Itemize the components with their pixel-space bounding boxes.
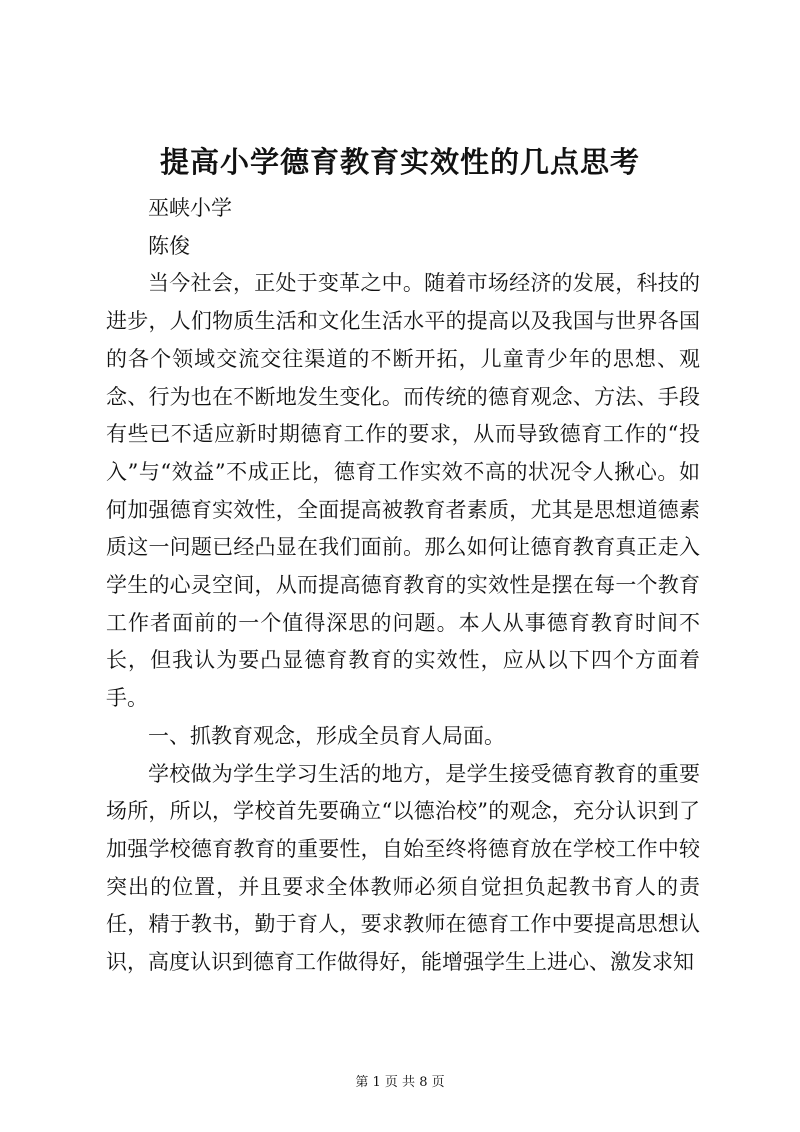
page-title: 提高小学德育教育实效性的几点思考 bbox=[159, 145, 640, 179]
section-heading-1: 一、抓教育观念，形成全员育人局面。 bbox=[148, 723, 505, 748]
school-name: 巫峡小学 bbox=[148, 196, 232, 220]
page-number-footer: 第 1 页 共 8 页 bbox=[355, 1075, 445, 1090]
paragraph-section-1: 学校做为学生学习生活的地方，是学生接受德育教育的重要场所，所以，学校首先要确立“以德治校”的观念，充分认识到了加强学校德育教育的重要性，自始至终将德育放在学校工作中较突出的位置，并且要求全体教师必须自觉担负起教书育人的责任，精于教书，勤于育人，要求教师在德育工作中要提高思想认识，高度认识到德育工作做得好，能增强学生上进心、激发求知 bbox=[106, 761, 700, 975]
paragraph-intro: 当今社会，正处于变革之中。随着市场经济的发展，科技的进步，人们物质生活和文化生活水平的提高以及我国与世界各国的各个领域交流交往渠道的不断开拓，儿童青少年的思想、观念、行为也在不断地发生变化。而传统的德育观念、方法、手段有些已不适应新时期德育工作的要求，从而导致德育工作的“投入”与“效益”不成正比，德育工作实效不高的状况令人揪心。如何加强德育实效性，全面提高被教育者素质，尤其是思想道德素质这一问题已经凸显在我们面前。那么如何让德育教育真正走入学生的心灵空间，从而提高德育教育的实效性是摆在每一个教育工作者面前的一个值得深思的问题。本人从事德育教育时间不长，但我认为要凸显德育教育的实效性，应从以下四个方面着手。 bbox=[106, 271, 700, 711]
document-body bbox=[106, 190, 700, 982]
author-name: 陈俊 bbox=[148, 233, 190, 258]
